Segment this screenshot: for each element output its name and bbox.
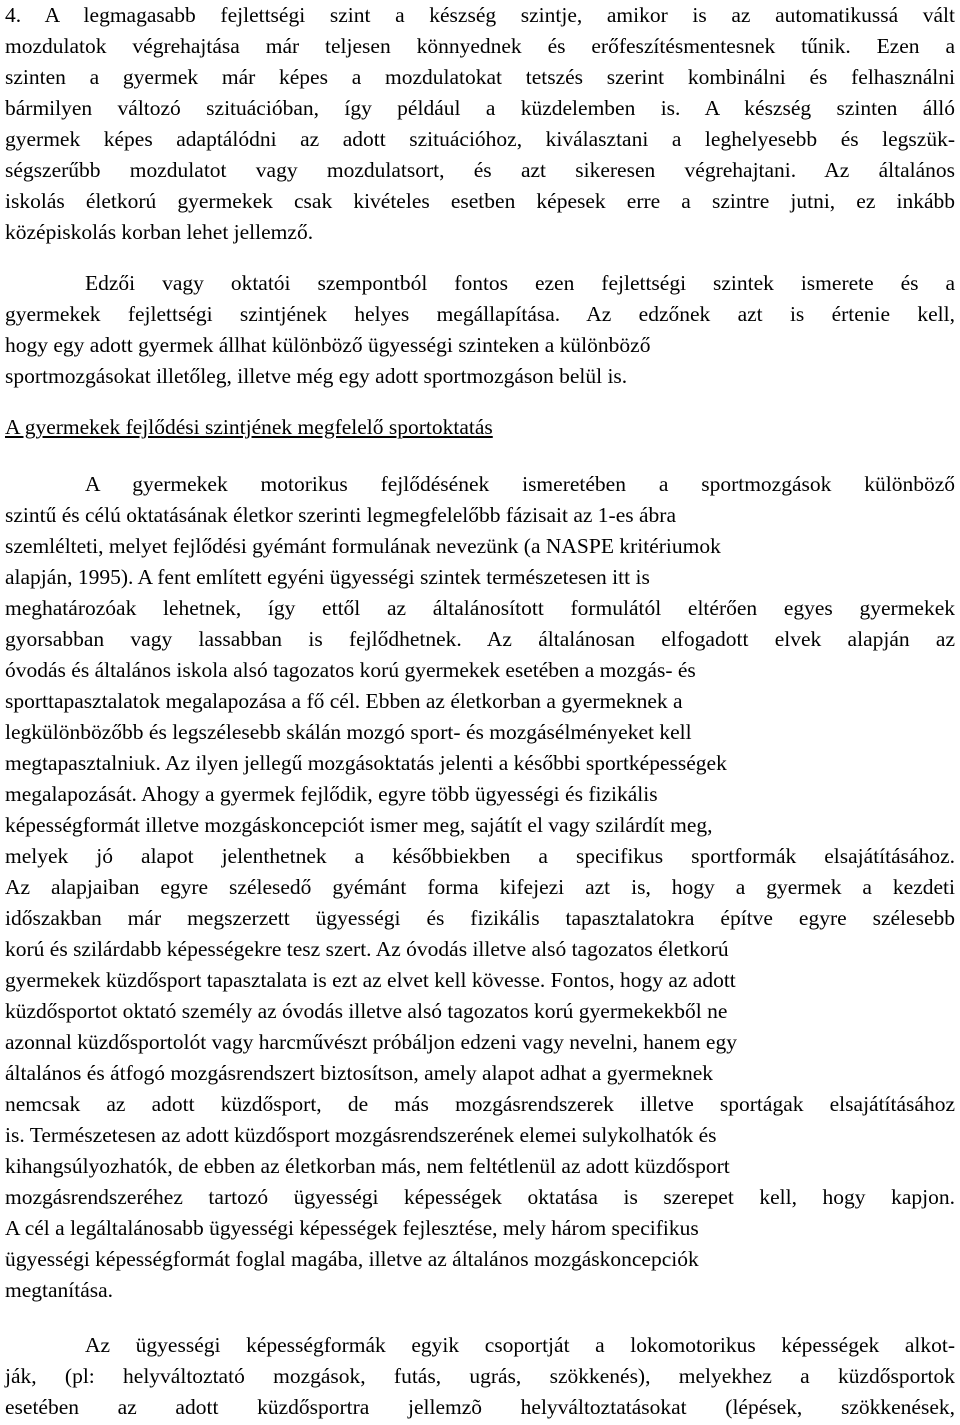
text-line: sportmozgásokat illetőleg, illetve még egy adott sportmozgáson belül is. [5,364,628,388]
text-line: alapján, 1995). A fent említett egyéni ügyességi szintek természetesen itt is [5,565,650,589]
text-line: gyermekek fejlettségi szintjének helyes megállapítása. Az edzőnek azt is értenie kell, [5,302,955,326]
text-line: gyermek képes adaptálódni az adott szituációhoz, kiválasztani a leghelyesebb és legszük- [5,127,955,151]
text-line: korú és szilárdabb képességekre tesz szert. Az óvodás illetve alsó tagozatos életkorú [5,937,729,961]
text-line: is. Természetesen az adott küzdősport mozgásrendszerének elemei sulykolhatók és [5,1123,717,1147]
text-line: Edzői vagy oktatói szempontból fontos ezen fejlettségi szintek ismerete és a [85,271,955,295]
document-page [5,0,955,1423]
text-line: szintű és célú oktatásának életkor szerinti legmegfelelőbb fázisait az 1-es ábra [5,503,676,527]
section-heading: A gyermekek fejlődési szintjének megfelelő sportoktatás [5,415,493,439]
text-line: kihangsúlyozhatók, de ebben az életkorban más, nem feltétlenül az adott küzdősport [5,1154,730,1178]
text-line: sporttapasztalatok megalapozása a fő cél. Ebben az életkorban a gyermeknek a [5,689,683,713]
text-line: mozgásrendszeréhez tartozó ügyességi képességek oktatása is szerepet kell, hogy kapjon. [5,1185,955,1209]
text-line: ják, (pl: helyváltoztató mozgások, futás, ugrás, szökkenés), melyekhez a küzdősportok [5,1364,955,1388]
text-line: Az alapjaiban egyre szélesedő gyémánt forma kifejezi azt is, hogy a gyermek a kezdeti [5,875,955,899]
text-line: gyorsabban vagy lassabban is fejlődhetnek. Az általánosan elfogadott elvek alapján az [5,627,955,651]
text-line: küzdősportot oktató személy az óvodás illetve alsó tagozatos korú gyermekekből ne [5,999,728,1023]
text-line: képességformát illetve mozgáskoncepciót ismer meg, sajátít el vagy szilárdít meg, [5,813,713,837]
text-line: A gyermekek motorikus fejlődésének ismeretében a sportmozgások különböző [85,472,955,496]
text-line: bármilyen változó szituációban, így például a küzdelemben is. A készség szinten álló [5,96,955,120]
paragraph-coach-perspective [5,268,955,392]
paragraph-skill-level [5,0,955,248]
paragraph-development-diamond [5,469,955,1306]
text-line: nemcsak az adott küzdősport, de más mozgásrendszerek illetve sportágak elsajátításához [5,1092,955,1116]
text-line: hogy egy adott gyermek állhat különböző ügyességi szinteken a különböző [5,333,651,357]
text-line: ségszerűbb mozdulatot vagy mozdulatsort, és azt sikeresen végrehajtani. Az általános [5,158,955,182]
text-line: megtanítása. [5,1278,114,1302]
text-line: azonnal küzdősportolót vagy harcművészt próbáljon edzeni vagy nevelni, hanem egy [5,1030,737,1054]
text-line: legkülönbözőbb és legszélesebb skálán mozgó sport- és mozgásélményeket kell [5,720,692,744]
text-line: mozdulatok végrehajtása már teljesen könnyednek és erőfeszítésmentesnek tűnik. Ezen a [5,34,955,58]
text-line: szinten a gyermek már képes a mozdulatokat tetszés szerint kombinálni és felhasználni [5,65,955,89]
text-line: Az ügyességi képességformák egyik csoportját a lokomotorikus képességek alkot- [85,1333,955,1357]
text-line: A cél a legáltalánosabb ügyességi képességek fejlesztése, mely három specifikus [5,1216,699,1240]
text-line: időszakban már megszerzett ügyességi és fizikális tapasztalatokra építve egyre szélesebb [5,906,955,930]
text-line: megalapozását. Ahogy a gyermek fejlődik, egyre több ügyességi és fizikális [5,782,658,806]
text-line: gyermekek küzdősport tapasztalata is ezt az elvet kell kövesse. Fontos, hogy az adott [5,968,736,992]
text-line: 4. A legmagasabb fejlettségi szint a készség szintje, amikor is az automatikussá vált [5,3,955,27]
text-line: iskolás életkorú gyermekek csak kivételes esetben képesek erre a szintre jutni, ez inkább [5,189,955,213]
text-line: esetében az adott küzdősportra jellemzõ helyváltoztatásokat (lépések, szökkenések, [5,1395,955,1419]
text-line: meghatározóak lehetnek, így ettől az általánosított formulától eltérően egyes gyermekek [5,596,955,620]
text-line: általános és átfogó mozgásrendszert biztosítson, amely alapot adhat a gyermeknek [5,1061,714,1085]
paragraph-locomotor-skills [5,1330,955,1423]
text-line: ügyességi képességformát foglal magába, illetve az általános mozgáskoncepciók [5,1247,699,1271]
text-line: szemlélteti, melyet fejlődési gyémánt formulának nevezünk (a NASPE kritériumok [5,534,721,558]
text-line: megtapasztalniuk. Az ilyen jellegű mozgásoktatás jelenti a későbbi sportképességek [5,751,727,775]
text-line: középiskolás korban lehet jellemző. [5,220,314,244]
text-line: óvodás és általános iskola alsó tagozatos korú gyermekek esetében a mozgás- és [5,658,696,682]
text-line: melyek jó alapot jelenthetnek a későbbiekben a specifikus sportformák elsajátításához. [5,844,955,868]
